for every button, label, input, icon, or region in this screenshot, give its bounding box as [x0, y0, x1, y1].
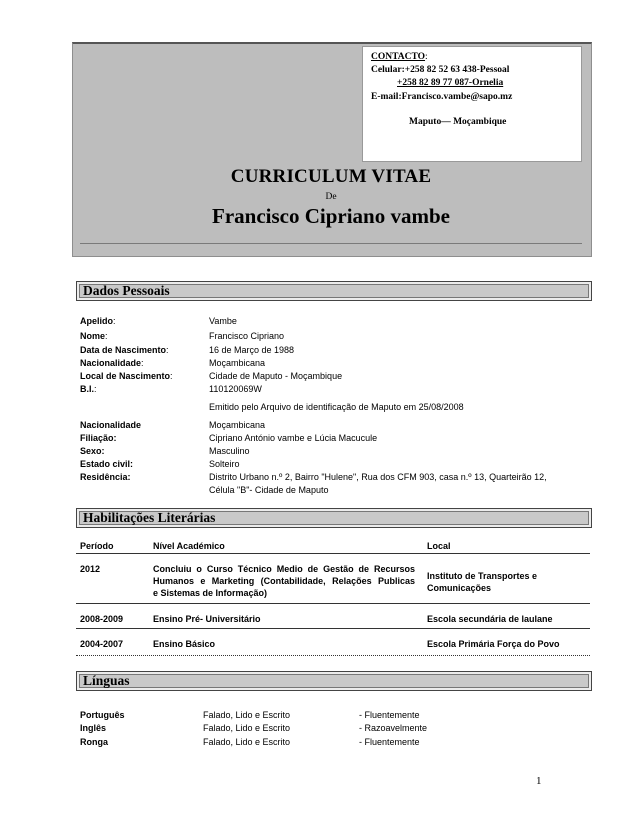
contact-heading: CONTACTO: [371, 52, 426, 62]
edu-row1-nivel-line1: Concluiu o Curso Técnico Medio de Gestão de Recursos: [153, 564, 415, 574]
edu-row3-periodo: 2004-2007: [80, 639, 124, 649]
contact-phone-ornelia: +258 82 89 77 087-Ornelia: [397, 78, 504, 88]
value-nome: Francisco Cipriano: [209, 331, 285, 341]
language-name: Inglês: [80, 723, 107, 733]
col-nivel: Nível Académico: [153, 541, 225, 551]
contact-heading-colon: :: [425, 52, 428, 62]
contact-heading-line: [371, 52, 428, 62]
person-name: Francisco Cipriano vambe: [212, 204, 450, 228]
edu-row2-local: Escola secundária de laulane: [427, 614, 553, 624]
header-divider: [80, 243, 582, 244]
edu-row3-local: Escola Primária Força do Povo: [427, 639, 560, 649]
edu-row1-periodo: 2012: [80, 564, 101, 574]
label-nacionalidade: Nacionalidade:: [80, 358, 144, 368]
value-sexo: Masculino: [209, 446, 250, 456]
language-level: - Fluentemente: [359, 710, 420, 720]
section-education-header: [76, 508, 592, 528]
label-filiacao: Filiação:: [80, 433, 117, 443]
label-sexo: Sexo:: [80, 446, 105, 456]
language-level: - Fluentemente: [359, 737, 420, 747]
edu-row1-nivel-line2: Humanos e Marketing (Contabilidade, Relações Publicas: [153, 576, 415, 586]
document-de: De: [325, 192, 337, 202]
table-bottom-rule: [76, 655, 590, 656]
table-row-rule: [76, 603, 590, 604]
edu-row1-local-line2: Comunicações: [427, 583, 492, 593]
label-nome: Nome:: [80, 331, 108, 341]
section-personal-header: [76, 281, 592, 301]
value-estado-civil: Solteiro: [209, 459, 240, 469]
value-nacionalidade-2: Moçambicana: [209, 420, 266, 430]
label-bi: B.I.:: [80, 384, 97, 394]
contact-box: [362, 46, 582, 162]
language-name: Ronga: [80, 737, 108, 747]
bi-issue-note: Emitido pelo Arquivo de identificação de Maputo em 25/08/2008: [209, 402, 464, 412]
edu-row3-nivel: Ensino Básico: [153, 639, 216, 649]
label-estado-civil: Estado civil:: [80, 459, 134, 469]
label-apelido: Apelido:: [80, 316, 116, 326]
section-education-title: Habilitações Literárias: [83, 510, 216, 525]
edu-row1-local-line1: Instituto de Transportes e: [427, 571, 538, 581]
section-languages-title: Línguas: [83, 673, 130, 688]
value-apelido: Vambe: [209, 316, 237, 326]
value-local-nascimento: Cidade de Maputo - Moçambique: [209, 371, 343, 381]
label-data-nascimento: Data de Nascimento:: [80, 345, 169, 355]
language-skills: Falado, Lido e Escrito: [203, 737, 291, 747]
contact-location: Maputo— Moçambique: [409, 117, 507, 127]
value-residencia: Distrito Urbano n.º 2, Bairro "Hulene", Rua dos CFM 903, casa n.º 13, Quarteirão 12,: [209, 472, 547, 482]
language-name: Português: [80, 710, 125, 720]
table-row-rule: [76, 628, 590, 629]
col-periodo: Período: [80, 541, 114, 551]
language-skills: Falado, Lido e Escrito: [203, 710, 291, 720]
edu-row2-periodo: 2008-2009: [80, 614, 124, 624]
language-level: - Razoavelmente: [359, 723, 428, 733]
contact-phone-personal: Celular:+258 82 52 63 438-Pessoal: [371, 65, 510, 75]
label-residencia: Residência:: [80, 472, 131, 482]
value-nacionalidade: Moçambicana: [209, 358, 266, 368]
value-data-nascimento: 16 de Março de 1988: [209, 345, 295, 355]
section-languages-header: [76, 671, 592, 691]
label-local-nascimento: Local de Nascimento:: [80, 371, 173, 381]
language-skills: Falado, Lido e Escrito: [203, 723, 291, 733]
contact-email: E-mail:Francisco.vambe@sapo.mz: [371, 92, 513, 102]
edu-row1-nivel-line3: e Sistemas de Informação): [153, 588, 268, 598]
section-personal-title: Dados Pessoais: [83, 283, 170, 298]
value-bi: 110120069W: [209, 384, 262, 394]
label-nacionalidade-2: Nacionalidade: [80, 420, 142, 430]
col-local: Local: [427, 541, 451, 551]
value-filiacao: Cipriano António vambe e Lúcia Macucule: [209, 433, 378, 443]
document-title: CURRICULUM VITAE: [230, 166, 432, 187]
page-number: 1: [536, 775, 542, 787]
value-residencia-line2: Célula "B"- Cidade de Maputo: [209, 485, 329, 495]
edu-row2-nivel: Ensino Pré- Universitário: [153, 614, 261, 624]
table-header-rule: [76, 553, 590, 554]
